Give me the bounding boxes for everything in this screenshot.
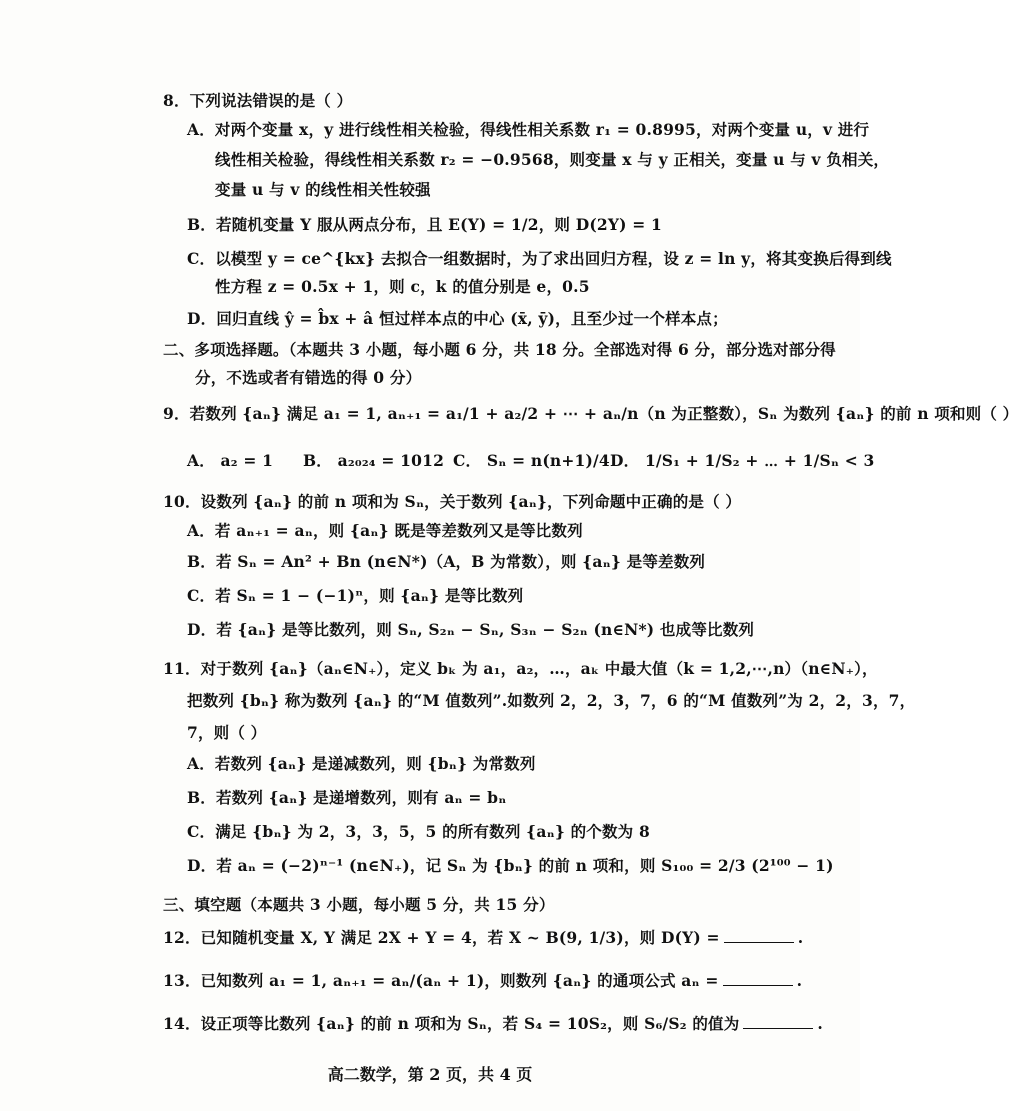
q10-option-d: D．若 {aₙ} 是等比数列，则 Sₙ, S₂ₙ − Sₙ, S₃ₙ − S₂ₙ (n∈N*) 也成等比数列 — [187, 620, 755, 639]
q9-option-b: B． a₂₀₂₄ = 1012 — [303, 451, 445, 470]
q14-answer-blank — [743, 1012, 813, 1029]
q8-option-b: B．若随机变量 Y 服从两点分布，且 E(Y) = 1/2，则 D(2Y) = 1 — [187, 215, 663, 234]
q13-period: . — [796, 971, 803, 990]
q8-option-a-line1: A．对两个变量 x，y 进行线性相关检验，得线性相关系数 r₁ = 0.8995，对两个变量 u，v 进行 — [187, 120, 870, 139]
q9-option-a: A． a₂ = 1 — [187, 451, 274, 470]
q11-option-b: B．若数列 {aₙ} 是递增数列，则有 aₙ = bₙ — [187, 788, 507, 807]
q9-stem: 9．若数列 {aₙ} 满足 a₁ = 1, aₙ₊₁ = a₁/1 + a₂/2 + ⋯ + aₙ/n（n 为正整数），Sₙ 为数列 {aₙ} 的前 n 项和则（ ） — [163, 404, 1018, 423]
q11-option-a: A．若数列 {aₙ} 是递减数列，则 {bₙ} 为常数列 — [187, 754, 536, 773]
q8-option-a-line2: 线性相关检验，得线性相关系数 r₂ = −0.9568，则变量 x 与 y 正相关，变量 u 与 v 负相关， — [215, 150, 890, 169]
q8-option-c-line2: 性方程 z = 0.5x + 1，则 c，k 的值分别是 e，0.5 — [215, 277, 590, 296]
q12-period: . — [797, 928, 804, 947]
section-2-heading-line1: 二、多项选择题。（本题共 3 小题，每小题 6 分，共 18 分。全部选对得 6 分，部分选对部分得 — [163, 340, 836, 359]
q14-period: . — [817, 1014, 824, 1033]
q13 — [163, 969, 802, 992]
q8-option-c-line1: C．以模型 y = ce^{kx} 去拟合一组数据时，为了求出回归方程，设 z = ln y，将其变换后得到线 — [187, 249, 892, 268]
q12-text: 12．已知随机变量 X, Y 满足 2X + Y = 4，若 X ~ B(9, 1/3)，则 D(Y) = — [163, 928, 720, 947]
q10-stem: 10．设数列 {aₙ} 的前 n 项和为 Sₙ，关于数列 {aₙ}，下列命题中正确的是（ ） — [163, 492, 742, 511]
q9-option-c: C． Sₙ = n(n+1)/4 — [453, 451, 610, 470]
q11-option-c: C．满足 {bₙ} 为 2，3，3，5，5 的所有数列 {aₙ} 的个数为 8 — [187, 822, 650, 841]
q13-text: 13．已知数列 a₁ = 1, aₙ₊₁ = aₙ/(aₙ + 1)，则数列 {aₙ} 的通项公式 aₙ = — [163, 971, 719, 990]
q14-text: 14．设正项等比数列 {aₙ} 的前 n 项和为 Sₙ，若 S₄ = 10S₂，则 S₆/S₂ 的值为 — [163, 1014, 740, 1033]
q8-stem: 8．下列说法错误的是（ ） — [163, 91, 353, 110]
q11-stem-line1: 11．对于数列 {aₙ}（aₙ∈N₊），定义 bₖ 为 a₁，a₂，…，aₖ 中最大值（k = 1,2,⋯,n）（n∈N₊）， — [163, 659, 878, 678]
section-3-heading: 三、填空题（本题共 3 小题，每小题 5 分，共 15 分） — [163, 895, 555, 914]
q10-option-b: B．若 Sₙ = An² + Bn (n∈N*)（A，B 为常数），则 {aₙ} 是等差数列 — [187, 552, 706, 571]
q9-option-d: D． 1/S₁ + 1/S₂ + ⋯ + 1/Sₙ < 3 — [610, 451, 875, 470]
page-footer: 高二数学，第 2 页，共 4 页 — [327, 1065, 533, 1084]
q8-option-d: D．回归直线 ŷ = b̂x + â 恒过样本点的中心 (x̄, ȳ)，且至少过一个样本点； — [187, 309, 728, 328]
q11-stem-line3: 7，则（ ） — [187, 723, 267, 742]
q12-answer-blank — [724, 926, 794, 943]
q10-option-a: A．若 aₙ₊₁ = aₙ，则 {aₙ} 既是等差数列又是等比数列 — [187, 521, 583, 540]
q8-option-a-line3: 变量 u 与 v 的线性相关性较强 — [215, 180, 431, 199]
q10-option-c: C．若 Sₙ = 1 − (−1)ⁿ，则 {aₙ} 是等比数列 — [187, 586, 524, 605]
q14 — [163, 1012, 823, 1035]
q13-answer-blank — [723, 969, 793, 986]
q11-option-d: D．若 aₙ = (−2)ⁿ⁻¹ (n∈N₊)，记 Sₙ 为 {bₙ} 的前 n 项和，则 S₁₀₀ = 2/3 (2¹⁰⁰ − 1) — [187, 856, 834, 875]
q12 — [163, 926, 803, 949]
section-2-heading-line2: 分，不选或者有错选的得 0 分） — [195, 368, 422, 387]
q11-stem-line2: 把数列 {bₙ} 称为数列 {aₙ} 的“M 值数列”.如数列 2，2，3，7，6 的“M 值数列”为 2，2，3，7， — [187, 691, 916, 710]
